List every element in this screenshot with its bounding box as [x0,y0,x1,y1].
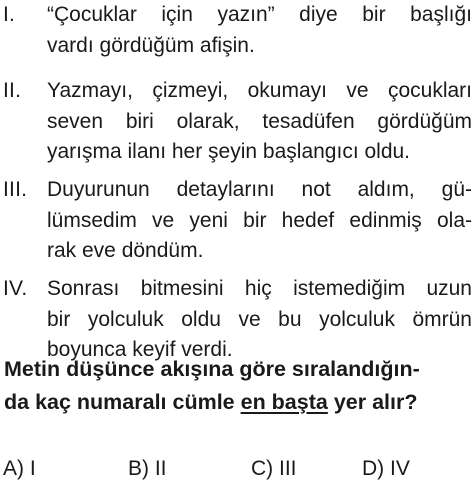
question-emphasis: en başta [240,390,328,414]
statement-line: seven biri olarak, tesadüfen gördüğüm [47,109,472,133]
statement-line: Duyurunun detaylarını not aldım, gü- [47,178,472,201]
statement-line: rak eve döndüm. [47,239,204,262]
option-c[interactable]: C) III [251,457,297,480]
statement-text [47,76,472,168]
option-a[interactable]: A) I [3,457,36,480]
statement-numeral: I. [3,3,16,26]
statement-text [47,274,472,366]
question-line: Metin düşünce akışına göre sıralandığın- [4,357,420,381]
statement-numeral: II. [3,79,22,102]
statement-line: vardı gördüğüm afişin. [47,33,255,57]
option-d[interactable]: D) IV [362,457,410,480]
statement-line: yarışma ilanı her şeyin başlangıcı oldu. [47,140,411,163]
question-line [4,386,472,419]
statement-text [47,175,472,267]
statement-text [47,0,472,61]
statement-numeral: III. [3,178,28,201]
statement-line: boyunca keyif verdi. [47,338,233,361]
statement-numeral: IV. [3,277,28,300]
answer-options [0,452,476,486]
option-b[interactable]: B) II [128,457,167,480]
statement-line: bir yolculuk oldu ve bu yolculuk ömrün [47,307,472,331]
statement-line: Yazmayı, çizmeyi, okumayı ve çocukları [47,79,472,102]
question-text: da kaç numaralı cümle [4,390,241,414]
question-stem [4,353,472,419]
statement-line: Sonrası bitmesini hiç istemediğim uzun [47,277,472,300]
statement-line: “Çocuklar için yazın” diye bir başlığı [47,3,472,26]
statement-line: lümsedim ve yeni bir hedef edinmiş ola- [47,208,472,232]
question-text: yer alır? [327,390,418,414]
